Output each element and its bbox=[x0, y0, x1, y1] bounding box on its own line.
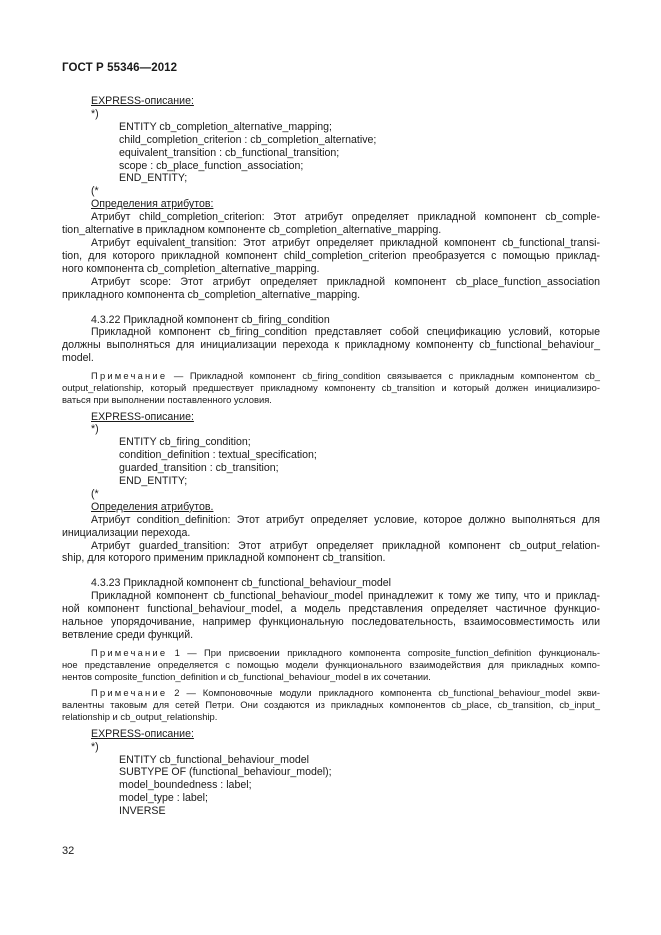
note-label: Примечание bbox=[91, 687, 168, 699]
paragraph-line: ветвление среди функций. bbox=[62, 629, 194, 642]
code-line: model_type : label; bbox=[119, 792, 208, 805]
comment-close: (* bbox=[91, 487, 99, 500]
note-line: валентны таковым для сетей Петри. Они создаются из прикладных компонентов cb_place, cb_transition, cb_input_ bbox=[62, 699, 600, 711]
code-line: ENTITY cb_completion_alternative_mapping; bbox=[119, 120, 332, 133]
note-label: Примечание bbox=[91, 370, 168, 382]
section-heading: 4.3.23 Прикладной компонент cb_functional_behaviour_model bbox=[91, 577, 391, 590]
comment-open: *) bbox=[91, 740, 99, 753]
paragraph-line: инициализации перехода. bbox=[62, 526, 191, 539]
paragraph-line: Атрибут equivalent_transition: Этот атрибут определяет прикладной компонент cb_functional_transi- bbox=[91, 236, 600, 249]
paragraph-line: ship, для которого применим прикладной компонент cb_transition. bbox=[62, 552, 386, 565]
note-line: relationship и cb_output_relationship. bbox=[62, 710, 218, 722]
code-line: child_completion_criterion : cb_completion_alternative; bbox=[119, 133, 377, 146]
express-label: EXPRESS-описание: bbox=[91, 95, 194, 107]
paragraph-line: ной компонент functional_behaviour_model, а модель представления определяет частичное функцио- bbox=[62, 603, 600, 616]
paragraph-line: должны выполняться для инициализации перехода к прикладному компоненту cb_functional_behaviour_ bbox=[62, 339, 600, 352]
note-line: Примечание — Прикладной компонент cb_firing_condition связывается с прикладным компонентом cb_ bbox=[91, 370, 600, 382]
code-line: END_ENTITY; bbox=[119, 172, 188, 185]
code-line: condition_definition : textual_specification; bbox=[119, 449, 317, 462]
paragraph-line: Прикладной компонент cb_firing_condition представляет собой спецификацию условий, которые bbox=[91, 326, 600, 339]
paragraph-line: нальное упорядочивание, например функциональную последовательность, взаимосовместимость или bbox=[62, 616, 600, 629]
note-line: Примечание 1 — При присвоении прикладного компонента composite_function_definition функциональ- bbox=[91, 646, 600, 658]
section-heading: 4.3.22 Прикладной компонент cb_firing_condition bbox=[91, 313, 330, 326]
code-line: INVERSE bbox=[119, 805, 166, 818]
note-line: ваться при выполнении поставленного условия. bbox=[62, 393, 272, 405]
comment-close: (* bbox=[91, 185, 99, 198]
note-line: Примечание 2 — Компоновочные модули прикладного компонента cb_functional_behaviour_model экви- bbox=[91, 687, 600, 699]
comment-open: *) bbox=[91, 107, 99, 120]
code-line: scope : cb_place_function_association; bbox=[119, 159, 304, 172]
paragraph-line: Атрибут condition_definition: Этот атрибут определяет условие, которое должно выполняться для bbox=[91, 513, 600, 526]
attribute-definitions-label: Определения атрибутов. bbox=[91, 500, 214, 513]
note-line: нентов composite_function_definition и cb_functional_behaviour_model в их сочетании. bbox=[62, 670, 431, 682]
document-header: ГОСТ Р 55346—2012 bbox=[62, 62, 178, 74]
note-line: ное представление определяется с помощью модели функционального взаимодействия для прикладных компо- bbox=[62, 658, 600, 670]
note-line: output_relationship, который предшествует прикладному компоненту cb_transition и который должен инициализиро- bbox=[62, 381, 600, 393]
paragraph-line: ного компонента cb_completion_alternative_mapping. bbox=[62, 262, 320, 275]
paragraph-line: model. bbox=[62, 352, 94, 365]
note-label: Примечание bbox=[91, 646, 168, 658]
code-line: model_boundedness : label; bbox=[119, 779, 252, 792]
attribute-definitions-label: Определения атрибутов: bbox=[91, 198, 214, 211]
code-line: ENTITY cb_functional_behaviour_model bbox=[119, 753, 310, 766]
paragraph-line: Атрибут guarded_transition: Этот атрибут определяет прикладной компонент cb_output_relation- bbox=[91, 539, 600, 552]
express-label: EXPRESS-описание: bbox=[91, 727, 194, 740]
paragraph-line: прикладного компонента cb_completion_alternative_mapping. bbox=[62, 288, 361, 301]
code-line: equivalent_transition : cb_functional_transition; bbox=[119, 146, 340, 159]
paragraph-line: Атрибут child_completion_criterion: Этот атрибут определяет прикладной компонент cb_comple- bbox=[91, 211, 600, 224]
code-line: guarded_transition : cb_transition; bbox=[119, 462, 279, 475]
code-line: ENTITY cb_firing_condition; bbox=[119, 436, 251, 449]
code-line: SUBTYPE OF (functional_behaviour_model); bbox=[119, 766, 332, 779]
paragraph-line: tion, для которого прикладной компонент child_completion_criterion преобразуется с помощью приклад- bbox=[62, 249, 600, 262]
express-label: EXPRESS-описание: bbox=[91, 410, 194, 423]
code-line: END_ENTITY; bbox=[119, 475, 188, 488]
page-number: 32 bbox=[62, 845, 75, 857]
paragraph-line: tion_alternative в прикладном компоненте cb_completion_alternative_mapping. bbox=[62, 224, 442, 237]
page-content bbox=[62, 95, 600, 818]
comment-open: *) bbox=[91, 423, 99, 436]
paragraph-line: Атрибут scope: Этот атрибут определяет прикладной компонент cb_place_function_association bbox=[91, 275, 600, 288]
paragraph-line: Прикладной компонент cb_functional_behaviour_model принадлежит к тому же типу, что и приклад- bbox=[91, 590, 600, 603]
